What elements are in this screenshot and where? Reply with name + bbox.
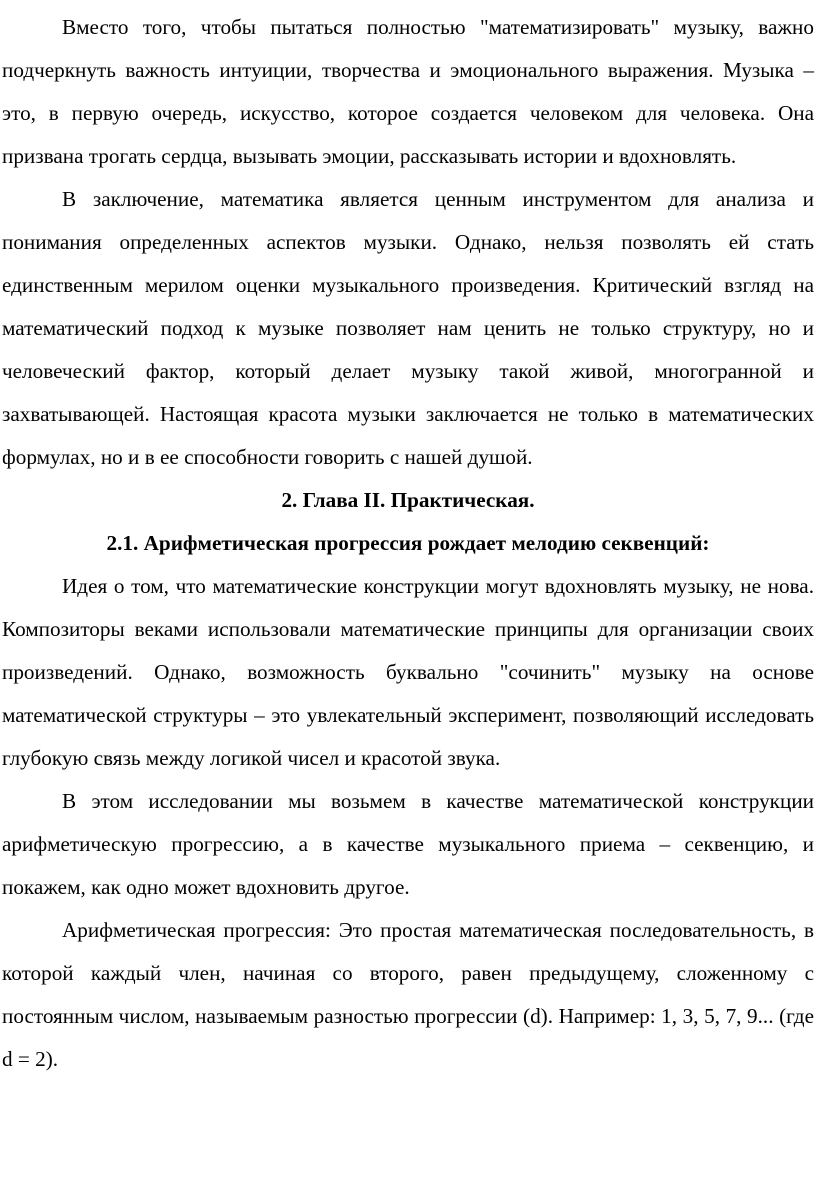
paragraph-progression-definition: Арифметическая прогрессия: Это простая математическая последовательность, в которой каждый член, начиная со второго, равен предыдущему, сложенному с постоянным числом, называемым разностью прогрессии (d). Например: 1, 3, 5, 7, 9... (где d = 2). bbox=[2, 918, 814, 1071]
paragraph-idea: Идея о том, что математические конструкции могут вдохновлять музыку, не нова. Композиторы веками использовали математические принципы для организации своих произведений. Однако, возможность буквально "сочинить" музыку на основе математической структуры – это увлекательный эксперимент, позволяющий исследовать глубокую связь между логикой чисел и красотой звука. bbox=[2, 574, 814, 770]
paragraph-study: В этом исследовании мы возьмем в качестве математической конструкции арифметическую прогрессию, а в качестве музыкального приема – секвенцию, и покажем, как одно может вдохновить другое. bbox=[2, 789, 814, 899]
chapter-heading: 2. Глава II. Практическая. bbox=[281, 488, 535, 512]
paragraph-conclusion: В заключение, математика является ценным инструментом для анализа и понимания определенных аспектов музыки. Однако, нельзя позволять ей стать единственным мерилом оценки музыкального произведения. Критический взгляд на математический подход к музыке позволяет нам ценить не только структуру, но и человеческий фактор, который делает музыку такой живой, многогранной и захватывающей. Настоящая красота музыки заключается не только в математических формулах, но и в ее способности говорить с нашей душой. bbox=[2, 187, 814, 469]
section-heading: 2.1. Арифметическая прогрессия рождает мелодию секвенций: bbox=[106, 531, 710, 555]
paragraph-intuition: Вместо того, чтобы пытаться полностью "математизировать" музыку, важно подчеркнуть важность интуиции, творчества и эмоционального выражения. Музыка – это, в первую очередь, искусство, которое создается человеком для человека. Она призвана трогать сердца, вызывать эмоции, рассказывать истории и вдохновлять. bbox=[2, 15, 814, 168]
